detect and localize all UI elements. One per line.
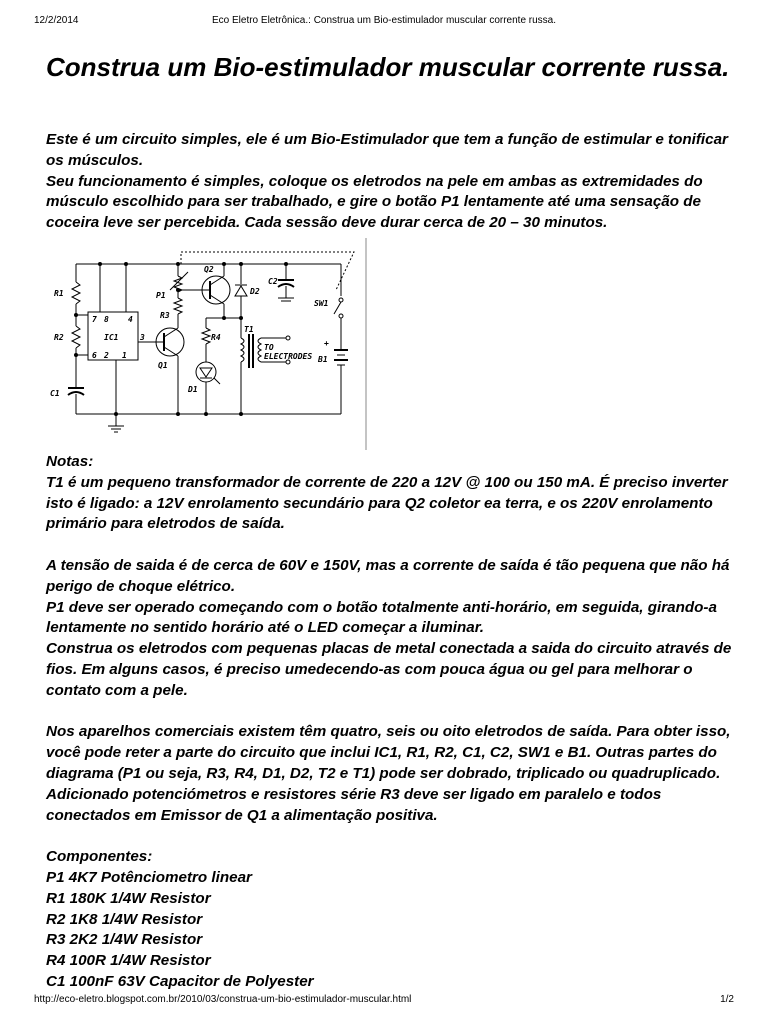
label-pin2: 2 — [104, 350, 109, 360]
ground-symbol — [108, 426, 124, 432]
electrode-terminal-1 — [286, 336, 290, 340]
label-sw1: SW1 — [314, 298, 329, 308]
battery-b1 — [334, 350, 348, 365]
capacitor-c1 — [68, 388, 84, 395]
article-title: Construa um Bio-estimulador muscular corrente russa. — [46, 52, 730, 82]
ground-c2 — [278, 298, 294, 301]
label-pin1: 1 — [122, 350, 127, 360]
label-c1: C1 — [50, 388, 60, 398]
label-pin8: 8 — [104, 314, 109, 324]
print-footer — [34, 994, 734, 1008]
components-heading: Componentes: — [46, 848, 153, 866]
notes-heading: Notas: — [46, 452, 94, 470]
label-plus: + — [324, 338, 329, 348]
component-item: R2 1K8 1/4W Resistor — [46, 910, 203, 928]
component-item: R3 2K2 1/4W Resistor — [46, 931, 203, 949]
led-d1 — [196, 362, 216, 382]
label-to: TO — [264, 342, 274, 352]
label-q1: Q1 — [158, 360, 168, 370]
label-r4: R4 — [211, 332, 221, 342]
note-4: Construa os eletrodos com pequenas placas de metal conectada a saida do circuito através de fios. Em alguns casos, é preciso umedecendo-as com pouca água ou gel para melhorar o contato com a pele. — [46, 640, 732, 699]
label-d2: D2 — [250, 286, 260, 296]
note-2: A tensão de saida é de cerca de 60V e 150V, mas a corrente de saída é tão pequena que não há perigo de choque elétrico. — [46, 556, 730, 595]
note-3: P1 deve ser operado começando com o botão totalmente anti-horário, em seguida, girando-a lentamente no sentido horário até o LED começar a iluminar. — [46, 598, 717, 637]
label-pin6: 6 — [92, 350, 97, 360]
intro-paragraph-1: Este é um circuito simples, ele é um Bio-Estimulador que tem a função de estimular e tonificar os músculos. — [46, 131, 728, 169]
resistor-r2 — [72, 326, 80, 348]
circuit-schematic — [46, 238, 368, 450]
label-pin7: 7 — [92, 314, 97, 324]
component-item: C1 100nF 63V Capacitor de Polyester — [46, 972, 314, 990]
print-header — [34, 15, 734, 29]
print-page-title: Eco Eletro Eletrônica.: Construa um Bio-estimulador muscular corrente russa. — [211, 15, 557, 26]
note-1: T1 é um pequeno transformador de corrente de 220 a 12V @ 100 ou 150 mA. É preciso inverter isto é ligado: a 12V enrolamento secundário para Q2 coletor ea terra, e os 220V enrolamento primário para eletrodos de saída. — [46, 473, 728, 533]
label-r3: R3 — [160, 310, 170, 320]
label-c2: C2 — [268, 276, 278, 286]
article-body — [46, 130, 736, 993]
diode-d2 — [235, 286, 247, 296]
note-5: Nos aparelhos comerciais existem têm quatro, seis ou oito eletrodos de saída. Para obter isso, você pode reter a parte do circuito que inclui IC1, R1, R2, C1, C2, SW1 e B1. Outras partes do diagrama (P1 ou seja, R3, R4, D1, D2, T2 e T1) pode ser dobrado, triplicado ou quadruplicado. Adicionado potenciómetros e resistores série R3 deve ser ligado em paralelo e todos conectados em Emissor de Q1 a alimentação positiva. — [46, 723, 731, 824]
label-r2: R2 — [54, 332, 64, 342]
label-pin3: 3 — [140, 332, 145, 342]
label-electrodes: ELECTRODES — [264, 351, 313, 361]
page-number: 1/2 — [720, 994, 734, 1005]
source-url-link[interactable]: http://eco-eletro.blogspot.com.br/2010/03/construa-um-bio-estimulador-muscular.html — [34, 994, 412, 1005]
label-r1: R1 — [54, 288, 64, 298]
resistor-r4 — [202, 328, 210, 344]
label-t1: T1 — [244, 324, 254, 334]
sw1-lever — [334, 302, 341, 314]
label-pin4: 4 — [128, 314, 133, 324]
sw1-contact-top — [339, 298, 343, 302]
capacitor-c2 — [278, 280, 294, 287]
transformer-t1-secondary — [258, 338, 261, 362]
print-date: 12/2/2014 — [34, 15, 79, 26]
label-p1: P1 — [156, 290, 166, 300]
label-b1: B1 — [318, 354, 328, 364]
intro-paragraph-2: Seu funcionamento é simples, coloque os eletrodos na pele em ambas as extremidades do músculo escolhido para ser trabalhado, e gire o botão P1 lentamente até uma sensação de coceira leve ser percebida. Cada sessão deve durar cerca de 20 – 30 minutos. — [46, 172, 703, 232]
label-q2: Q2 — [204, 264, 214, 274]
component-item: R1 180K 1/4W Resistor — [46, 889, 211, 907]
label-ic1: IC1 — [104, 332, 119, 342]
component-item: R4 100R 1/4W Resistor — [46, 952, 211, 970]
resistor-r3 — [174, 298, 182, 314]
resistor-r1 — [72, 282, 80, 304]
label-d1: D1 — [188, 384, 198, 394]
transformer-t1-primary — [241, 338, 244, 362]
sw1-contact-bottom — [339, 314, 343, 318]
component-item: P1 4K7 Potênciometro linear — [46, 868, 252, 886]
